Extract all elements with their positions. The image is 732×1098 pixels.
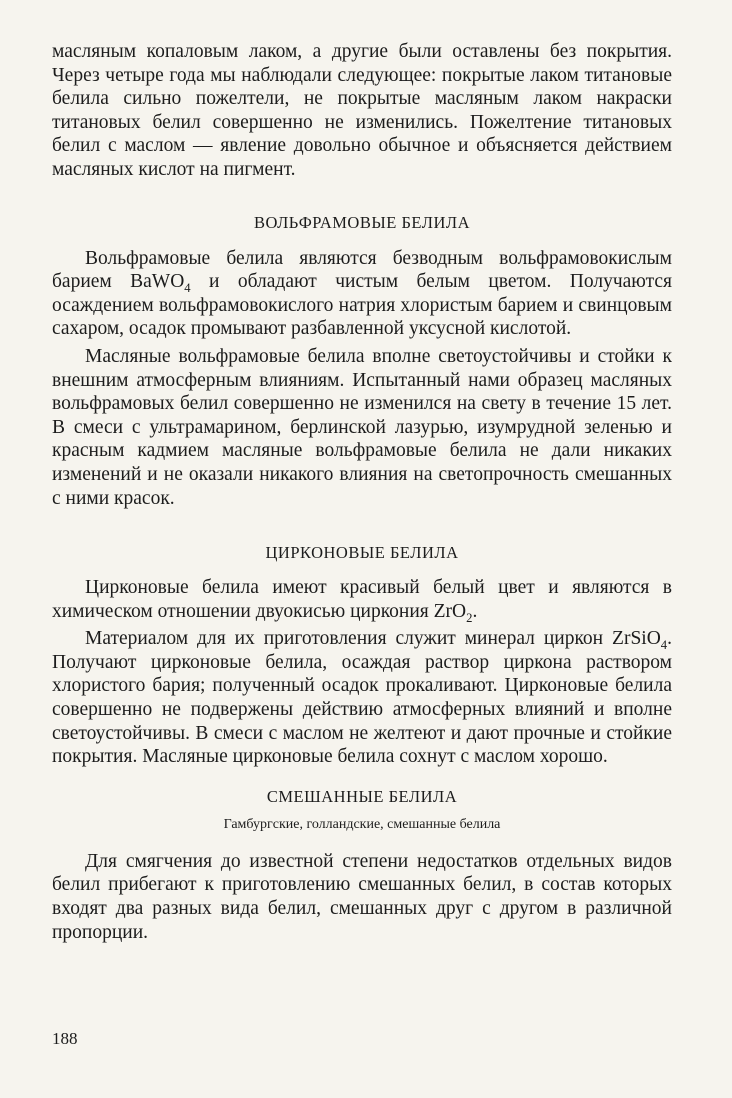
paragraph-mixed-white: Для смягчения до известной степени недостатков отдельных видов белил прибегают к приготовлению смешанных белил, в состав которых входят два разных вида белил, смешанных друг с другом в различной пропорции. [52,850,672,943]
heading-zirconium-white: ЦИРКОНОВЫЕ БЕЛИЛА [265,543,459,563]
page-body [52,40,672,944]
paragraph-intro: масляным копаловым лаком, а другие были оставлены без покрытия. Через четыре года мы наблюдали следующее: покрытые лаком титановые белила сильно пожелтели, не покрытые масляным лаком накраски титановых белил совершенно не изменились. Пожелтение титановых белил с маслом — явление довольно обычное и объясняется действием масляных кислот на пигмент. [52,41,672,180]
paragraph-tungsten-1: Вольфрамовые белила являются безводным вольфрамовокислым барием BaWO$_4$ и обладают чистым белым цветом. Получаются осаждением вольфрамовокислого натрия хлористым барием и свинцовым сахаром, осадок промывают разбавленной уксусной кислотой. [52,247,672,340]
heading-tungsten-white: ВОЛЬФРАМОВЫЕ БЕЛИЛА [253,212,471,232]
page-number: 188 [52,1029,78,1048]
paragraph-tungsten-2: Масляные вольфрамовые белила вполне светоустойчивы и стойки к внешним атмосферным влияниям. Испытанный нами образец масляных вольфрамовых белил совершенно не изменился на свету в течение 15 лет. В смеси с ультрамарином, берлинской лазурью, изумрудной зеленью и красным кадмием масляные вольфрамовые белила не дали никаких изменений и не оказали никакого влияния на светопрочность смешанных с ними красок. [52,345,672,509]
paragraph-zirconium-1: Цирконовые белила имеют красивый белый цвет и являются в химическом отношении двуокисью циркония ZrO$_2$. [52,577,672,625]
heading-mixed-white: СМЕШАННЫЕ БЕЛИЛА [266,786,458,806]
subheading-mixed-white: Гамбургские, голландские, смешанные белила [223,816,501,832]
paragraph-zirconium-2: Материалом для их приготовления служит минерал циркон ZrSiO$_4$. Получают цирконовые белила, осаждая раствор циркона раствором хлористого бария; полученный осадок прокаливают. Цирконовые белила совершенно не подвержены действию атмосферных влияний и вполне светоустойчивы. В смеси с маслом не желтеют и дают прочные и стойкие покрытия. Масляные цирконовые белила сохнут с маслом хорошо. [52,628,672,768]
